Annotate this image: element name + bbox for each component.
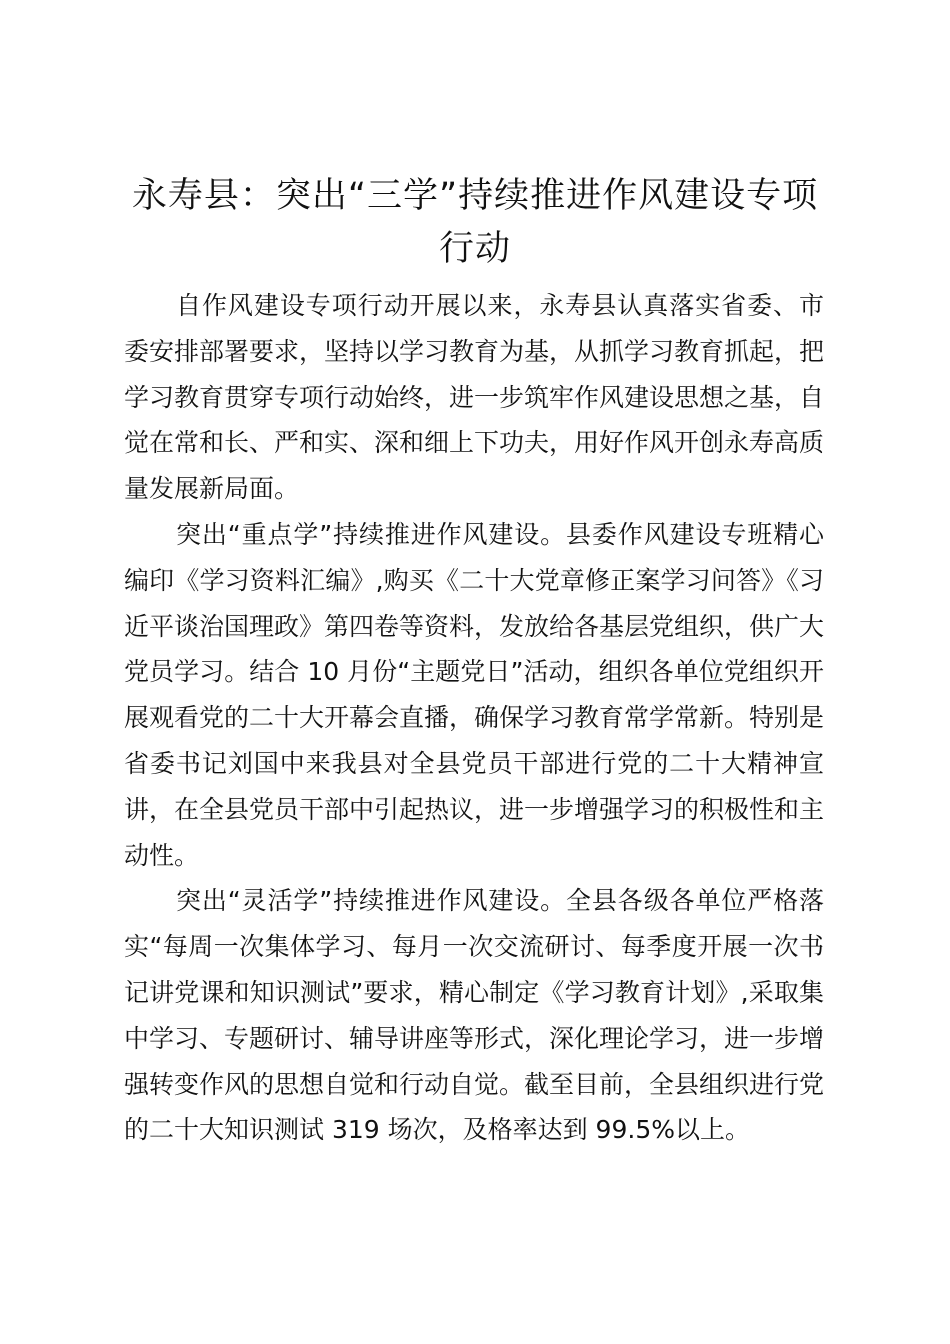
paragraph-flexible-learning: 突出“灵活学”持续推进作风建设。全县各级各单位严格落实“每周一次集体学习、每月一次交流研讨、每季度开展一次书记讲党课和知识测试”要求，精心制定《学习教育计划》,采取集中学习、专题研讨、辅导讲座等形式，深化理论学习，进一步增强转变作风的思想自觉和行动自觉。截至目前，全县组织进行党的二十大知识测试 319 场次，及格率达到 99.5%以上。 (124, 886, 825, 1145)
paragraph-intro: 自作风建设专项行动开展以来，永寿县认真落实省委、市委安排部署要求，坚持以学习教育为基，从抓学习教育抓起，把学习教育贯穿专项行动始终，进一步筑牢作风建设思想之基，自觉在常和长、严和实、深和细上下功夫，用好作风开创永寿高质量发展新局面。 (124, 291, 825, 504)
paragraph-key-learning: 突出“重点学”持续推进作风建设。县委作风建设专班精心编印《学习资料汇编》,购买《二十大党章修正案学习问答》《习近平谈治国理政》第四卷等资料，发放给各基层党组织，供广大党员学习。结合 10 月份“主题党日”活动，组织各单位党组织开展观看党的二十大开幕会直播，确保学习教育常学常新。特别是省委书记刘国中来我县对全县党员干部进行党的二十大精神宣讲，在全县党员干部中引起热议，进一步增强学习的积极性和主动性。 (124, 519, 825, 870)
document-title: 永寿县：突出“三学”持续推进作风建设专项行动 (131, 176, 819, 269)
document-body (124, 283, 824, 1153)
